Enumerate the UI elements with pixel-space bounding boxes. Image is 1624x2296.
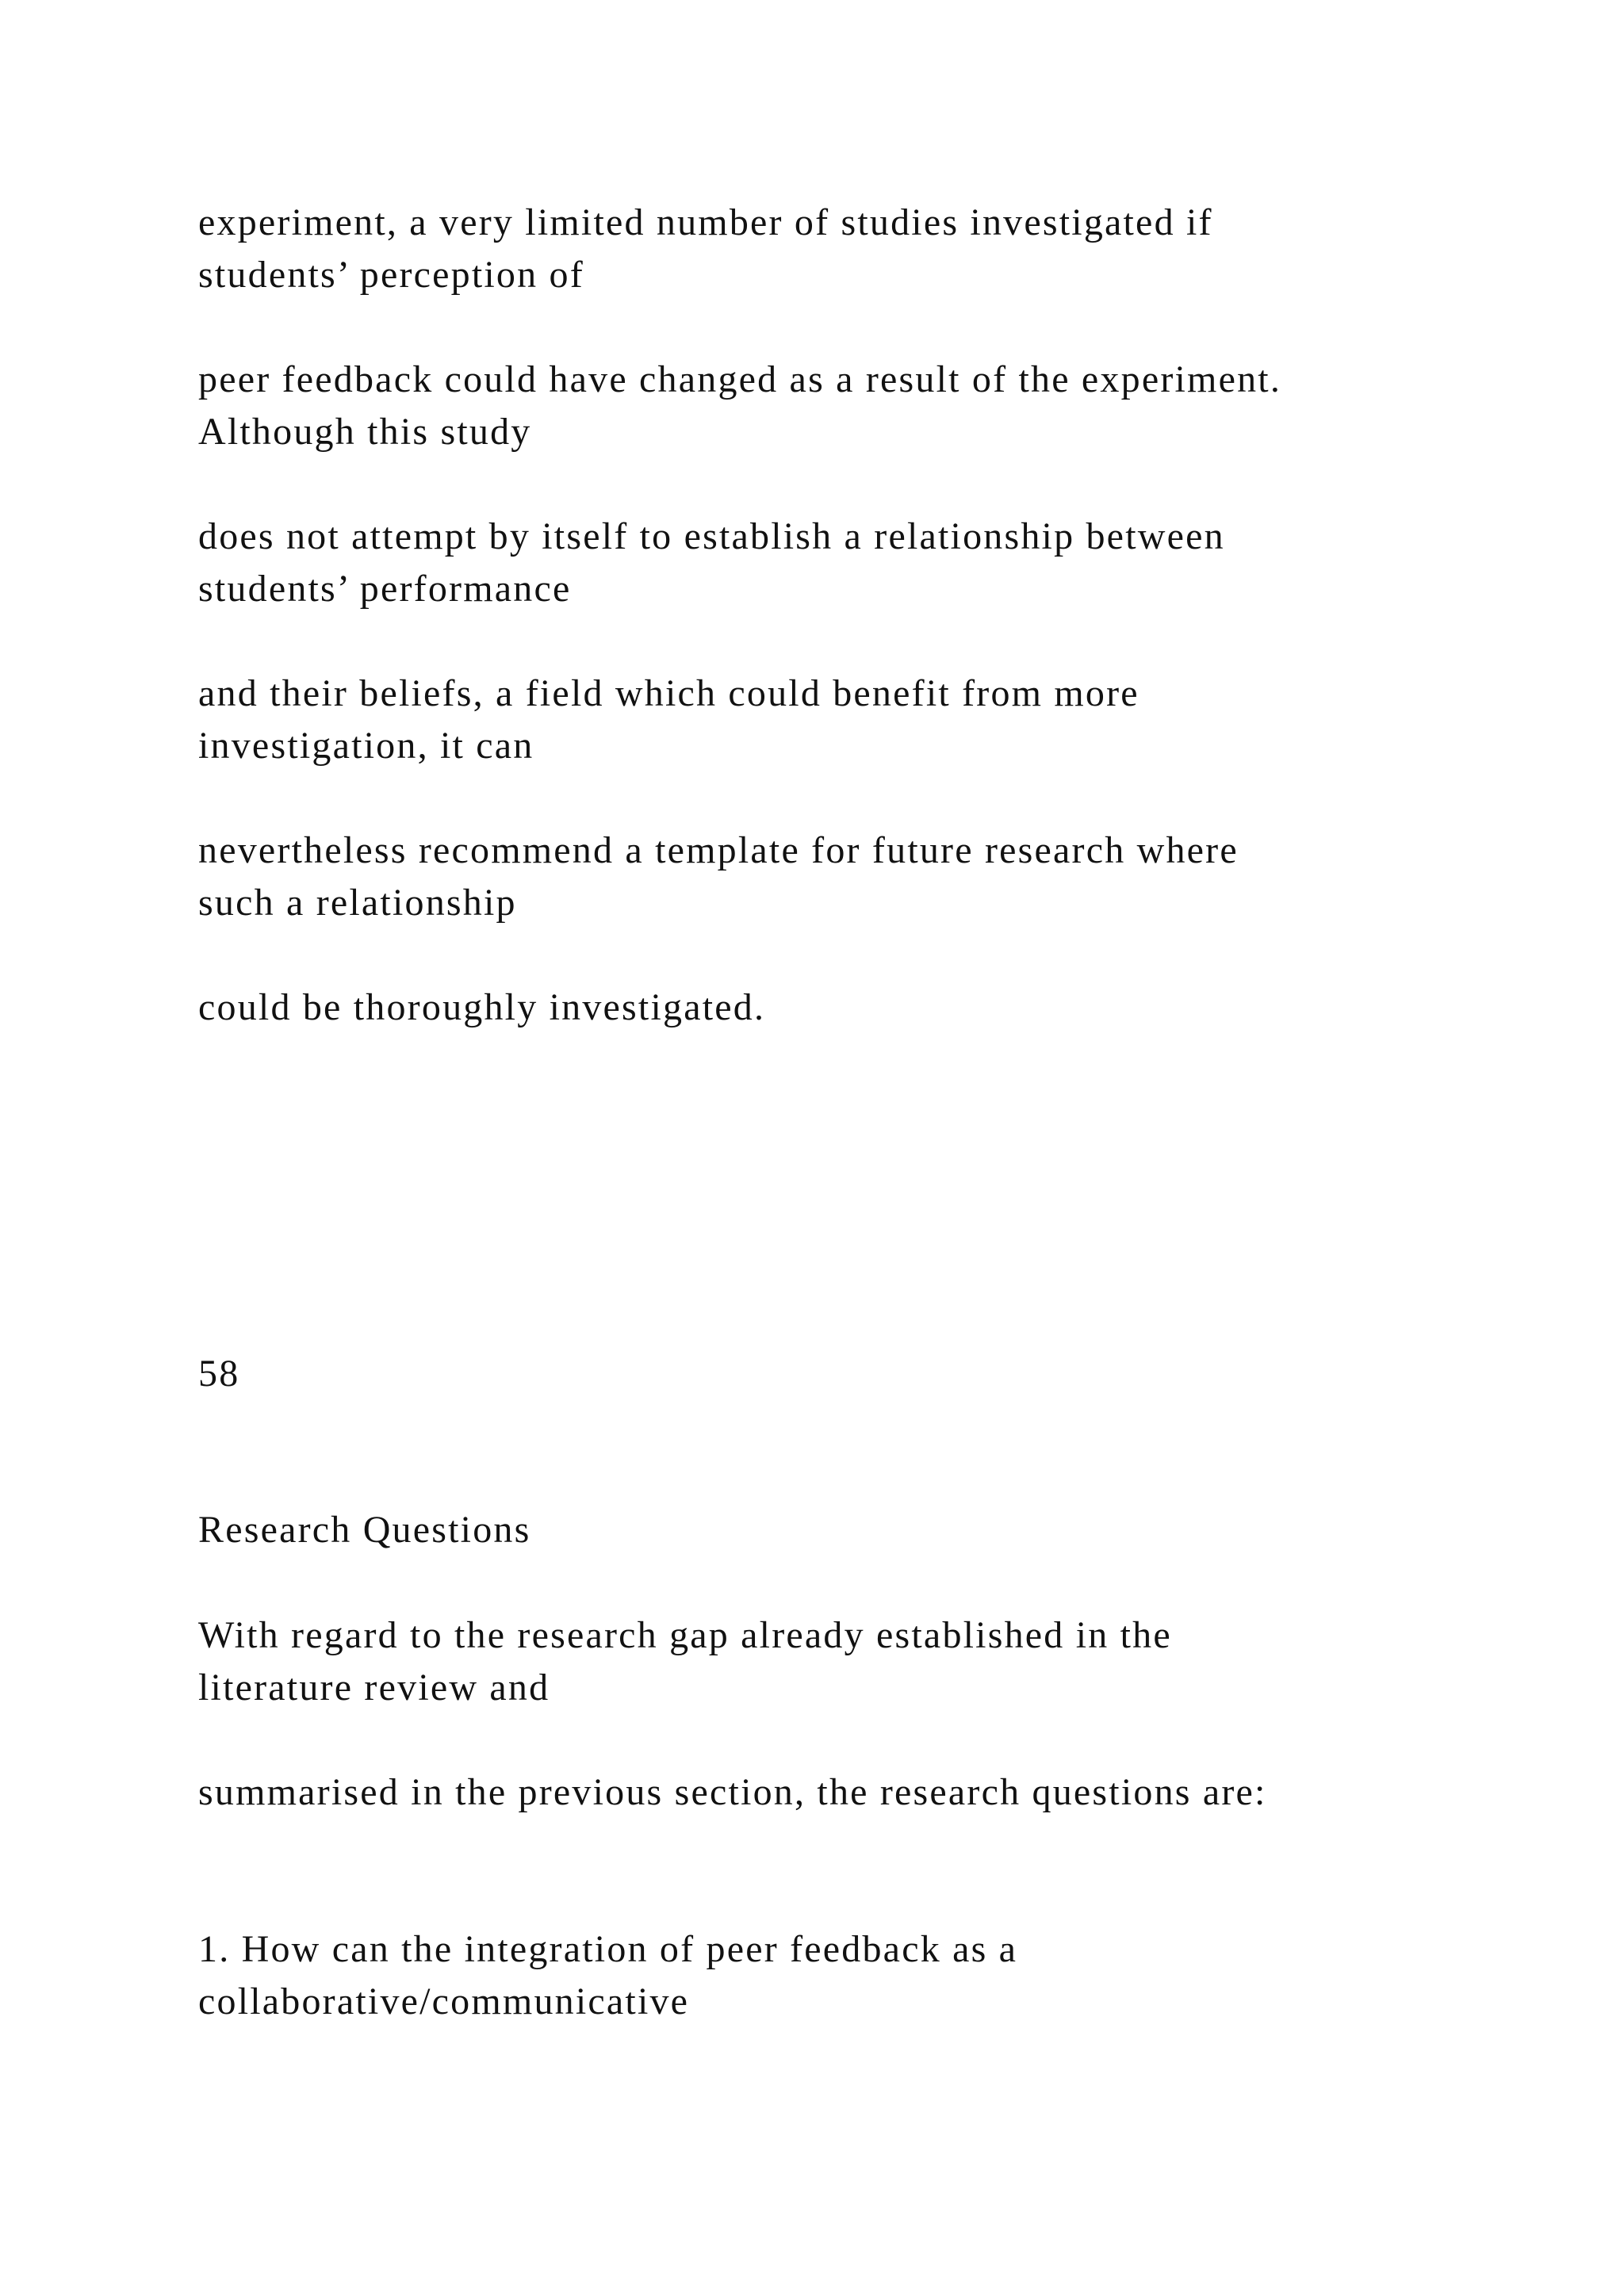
text-line: students’ performance: [198, 568, 572, 610]
body-paragraph: [198, 1609, 1172, 1714]
body-paragraph: [198, 982, 765, 1034]
text-line: nevertheless recommend a template for future research where: [198, 829, 1239, 871]
text-line: students’ perception of: [198, 254, 584, 296]
section-heading: Research Questions: [198, 1509, 531, 1551]
text-line: literature review and: [198, 1667, 550, 1709]
text-line: peer feedback could have changed as a result of the experiment.: [198, 358, 1282, 400]
text-line: could be thoroughly investigated.: [198, 986, 766, 1028]
numbered-question: [198, 1923, 1017, 2028]
text-line: investigation, it can: [198, 725, 534, 767]
body-paragraph: [198, 511, 1225, 615]
text-line: does not attempt by itself to establish a relationship between: [198, 515, 1225, 557]
body-paragraph: [198, 825, 1239, 929]
body-paragraph: [198, 354, 1281, 458]
body-paragraph: [198, 197, 1213, 301]
body-paragraph: [198, 668, 1139, 772]
body-paragraph: [198, 1766, 1267, 1819]
text-line: experiment, a very limited number of studies investigated if: [198, 201, 1213, 243]
text-line: and their beliefs, a field which could benefit from more: [198, 672, 1139, 714]
text-line: 1. How can the integration of peer feedback as a: [198, 1928, 1018, 1970]
page-number: 58: [198, 1353, 240, 1395]
text-line: summarised in the previous section, the research questions are:: [198, 1771, 1267, 1813]
text-line: collaborative/communicative: [198, 1980, 690, 2022]
text-line: such a relationship: [198, 882, 517, 924]
text-line: With regard to the research gap already established in the: [198, 1614, 1172, 1656]
text-line: Although this study: [198, 411, 532, 453]
